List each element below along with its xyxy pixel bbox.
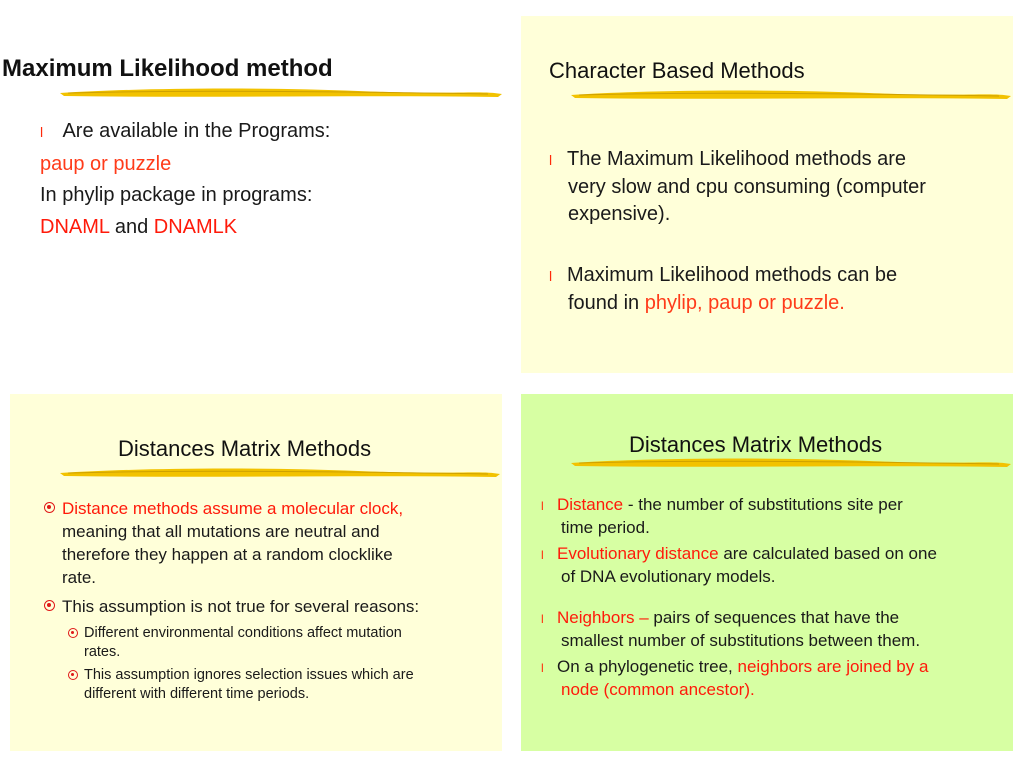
slide-maximum-likelihood: [0, 0, 512, 384]
body-text: Are available in the Programs:: [62, 120, 331, 142]
sub-list-item: This assumption ignores selection issues which are different with different time periods.: [44, 666, 484, 704]
slide-body: [541, 494, 1001, 701]
list-item: l Maximum Likelihood methods can be found in phylip, paup or puzzle.: [549, 264, 898, 314]
slide-title: Distances Matrix Methods: [629, 432, 883, 457]
bullet-l-icon: l: [40, 124, 44, 140]
slide-title: Distances Matrix Methods: [118, 436, 372, 461]
radio-bullet-icon: [68, 628, 78, 638]
title-underline: [58, 466, 502, 480]
list-item: l Evolutionary distance are calculated based on one of DNA evolutionary models.: [541, 544, 937, 586]
title-underline: [569, 88, 1013, 102]
body-line-dnaml: [40, 212, 330, 244]
slide-body: [44, 497, 484, 708]
slide-character-based: [521, 16, 1013, 373]
dnaml-text: DNAML: [40, 215, 110, 238]
body-line: In phylip package in programs:: [40, 184, 313, 206]
radio-bullet-icon: [44, 600, 55, 611]
slide-title: Maximum Likelihood method: [2, 55, 333, 82]
bullet-l-icon: l: [549, 152, 553, 168]
list-item: This assumption is not true for several reasons:: [44, 595, 484, 618]
dnamlk-text: DNAMLK: [153, 215, 238, 238]
radio-bullet-icon: [44, 502, 55, 513]
bullet-l-icon: l: [541, 499, 544, 513]
body-line-programs: paup or puzzle: [40, 152, 172, 175]
title-underline: [58, 86, 504, 100]
list-item: Distance methods assume a molecular clock, meaning that all mutations are neutral and therefore they happen at a random clocklike rate.: [44, 497, 484, 589]
slide-distance-matrix-1: [10, 394, 502, 751]
radio-bullet-icon: [68, 670, 78, 680]
list-item: l Neighbors – pairs of sequences that have the smallest number of substitutions between them.: [541, 608, 921, 650]
bullet-l-icon: l: [541, 548, 544, 562]
bullet-l-icon: l: [541, 612, 544, 626]
slide-body: [40, 116, 330, 243]
bullet-l-icon: l: [549, 268, 553, 284]
sub-list-item: Different environmental conditions affect mutation rates.: [44, 624, 484, 662]
slide-distance-matrix-2: [521, 394, 1013, 751]
bullet-l-icon: l: [541, 661, 544, 675]
title-underline: [569, 456, 1013, 470]
slide-title: Character Based Methods: [549, 58, 805, 83]
list-item: l Distance - the number of substitutions site per time period.: [541, 495, 903, 537]
and-text: and: [114, 215, 149, 238]
body-line: [40, 116, 330, 149]
list-item: l On a phylogenetic tree, neighbors are joined by a node (common ancestor).: [541, 657, 929, 699]
list-item: l The Maximum Likelihood methods are very slow and cpu consuming (computer expensive).: [549, 148, 926, 225]
